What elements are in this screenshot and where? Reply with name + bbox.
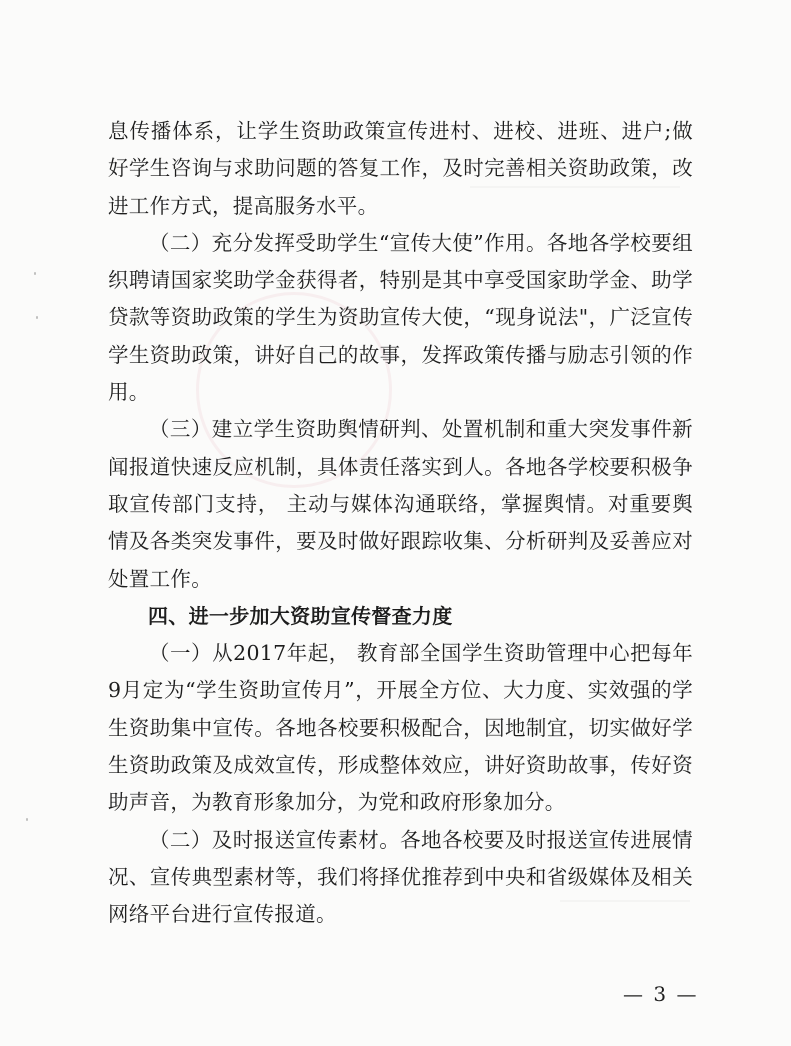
- page-number: — 3 —: [623, 982, 699, 1006]
- paragraph-public-opinion-mechanism: （三）建立学生资助舆情研判、处置机制和重大突发事件新闻报道快速反应机制，具体责任落实到人。各地各学校要积极争取宣传部门支持， 主动与媒体沟通联络，掌握舆情。对重要舆情及各类突发事件，要及时做好跟踪收集、分析研判及妥善应对处置工作。: [108, 417, 693, 591]
- paragraph-publicity-ambassadors: （二）充分发挥受助学生“宣传大使”作用。各地各学校要组织聘请国家奖助学金获得者，特别是其中享受国家助学金、助学贷款等资助政策的学生为资助宣传大使，“现身说法"，广泛宣传学生资助政策，讲好自己的故事，发挥政策传播与励志引领的作用。: [108, 230, 693, 405]
- document-body: [108, 113, 693, 934]
- scan-speck: [36, 316, 38, 319]
- paragraph-continuation: 息传播体系，让学生资助政策宣传进村、进校、进班、进户;做好学生咨询与求助问题的答复工作，及时完善相关资助政策，改进工作方式，提高服务水平。: [108, 119, 693, 218]
- paragraph-submit-materials: （二）及时报送宣传素材。各地各校要及时报送宣传进展情况、宣传典型素材等，我们将择优推荐到中央和省级媒体及相关网络平台进行宣传报道。: [108, 827, 693, 927]
- section-heading-four: 四、进一步加大资助宣传督查力度: [148, 603, 453, 628]
- paragraph-publicity-month: （一）从2017年起， 教育部全国学生资助管理中心把每年9月定为“学生资助宣传月”，开展全方位、大力度、实效强的学生资助集中宣传。各地各校要积极配合，因地制宜，切实做好学生资助政策及成效宣传，形成整体效应，讲好资助故事，传好资助声音，为教育形象加分，为党和政府形象加分。: [108, 641, 693, 815]
- scan-speck: [34, 272, 36, 275]
- scan-speck: [26, 818, 28, 821]
